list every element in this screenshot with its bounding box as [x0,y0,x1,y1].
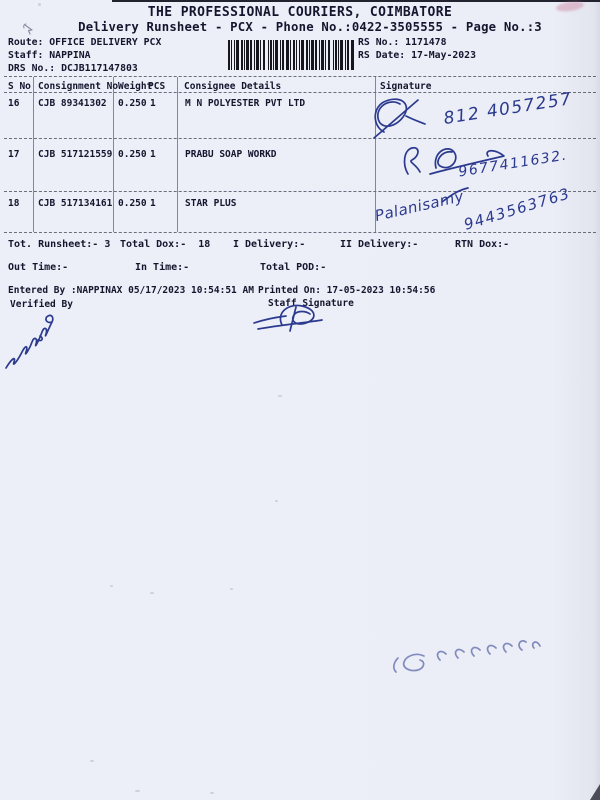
rtn-dox: RTN Dox:- [455,239,510,250]
table-border-bottom [4,232,596,233]
ink-bleed-through [388,628,548,678]
recipient-signature [368,92,428,142]
ii-delivery: II Delivery:- [340,239,419,250]
handwritten-name: Palanisamy [373,187,466,225]
col-header-consignment: Consignment No [38,81,119,92]
row-divider-2 [4,191,596,192]
cell-weight: 0.250 [118,149,147,160]
drs-no-line: DRS No.: DCJB117147803 [8,63,138,74]
barcode [228,40,355,70]
column-divider [33,77,34,232]
in-time: In Time:- [135,262,190,273]
printed-on: Printed On: 17-05-2023 10:54:56 [258,285,436,296]
col-header-pcs: PCS [148,81,166,92]
col-header-weight: Weight [118,81,153,92]
staff-signature-label: Staff Signature [268,298,354,309]
row-divider-1 [4,138,596,139]
page-subtitle: Delivery Runsheet - PCX - Phone No.:0422-3505555 - Page No.:3 [78,20,542,34]
cell-weight: 0.250 [118,198,147,209]
signature-flourish [440,186,470,204]
page-title: THE PROFESSIONAL COURIERS, COIMBATORE [147,5,453,20]
col-header-signature: Signature [380,81,432,92]
cell-pcs: 1 [150,198,156,209]
cell-weight: 0.250 [118,98,147,109]
total-dox: Total Dox:- 18 [120,239,211,250]
rs-date-line: RS Date: 17-May-2023 [358,50,476,61]
col-header-consignee: Consignee Details [184,81,282,92]
rs-no-line: RS No.: 1171478 [358,37,447,48]
handwritten-phone: 9443563763 [461,184,573,234]
route-line: Route: OFFICE DELIVERY PCX [8,37,162,48]
table-header-divider [4,92,596,93]
verified-by-label: Verified By [10,299,73,310]
cell-sno: 16 [8,98,20,109]
cell-consignee: M N POLYESTER PVT LTD [185,98,306,109]
handwritten-phone: 9677411632. [457,147,569,181]
staff-line: Staff: NAPPINA [8,50,91,61]
cell-pcs: 1 [150,149,156,160]
page-corner-shadow [590,784,600,800]
scan-edge-line [112,0,600,2]
column-divider [113,77,114,232]
cell-sno: 18 [8,198,20,209]
cell-consignment: CJB 89341302 [38,98,107,109]
entered-by: Entered By :NAPPINAX 05/17/2023 10:54:51 AM [8,285,254,296]
cell-consignee: PRABU SOAP WORKD [185,149,277,160]
cell-consignment: CJB 517121559 [38,149,113,160]
i-delivery: I Delivery:- [233,239,306,250]
table-border-top [4,76,596,77]
total-pod: Total POD:- [260,262,327,273]
cell-consignee: STAR PLUS [185,198,237,209]
handwritten-phone: 812 4057257 [442,88,574,130]
cell-sno: 17 [8,149,20,160]
total-runsheet: Tot. Runsheet:- 3 [8,239,111,250]
out-time: Out Time:- [8,262,69,273]
col-header-sno: S No [8,81,31,92]
cell-consignment: CJB 517134161 [38,198,113,209]
cell-pcs: 1 [150,98,156,109]
verified-by-signature [2,306,62,372]
staff-signature [252,303,330,335]
column-divider [177,77,178,232]
